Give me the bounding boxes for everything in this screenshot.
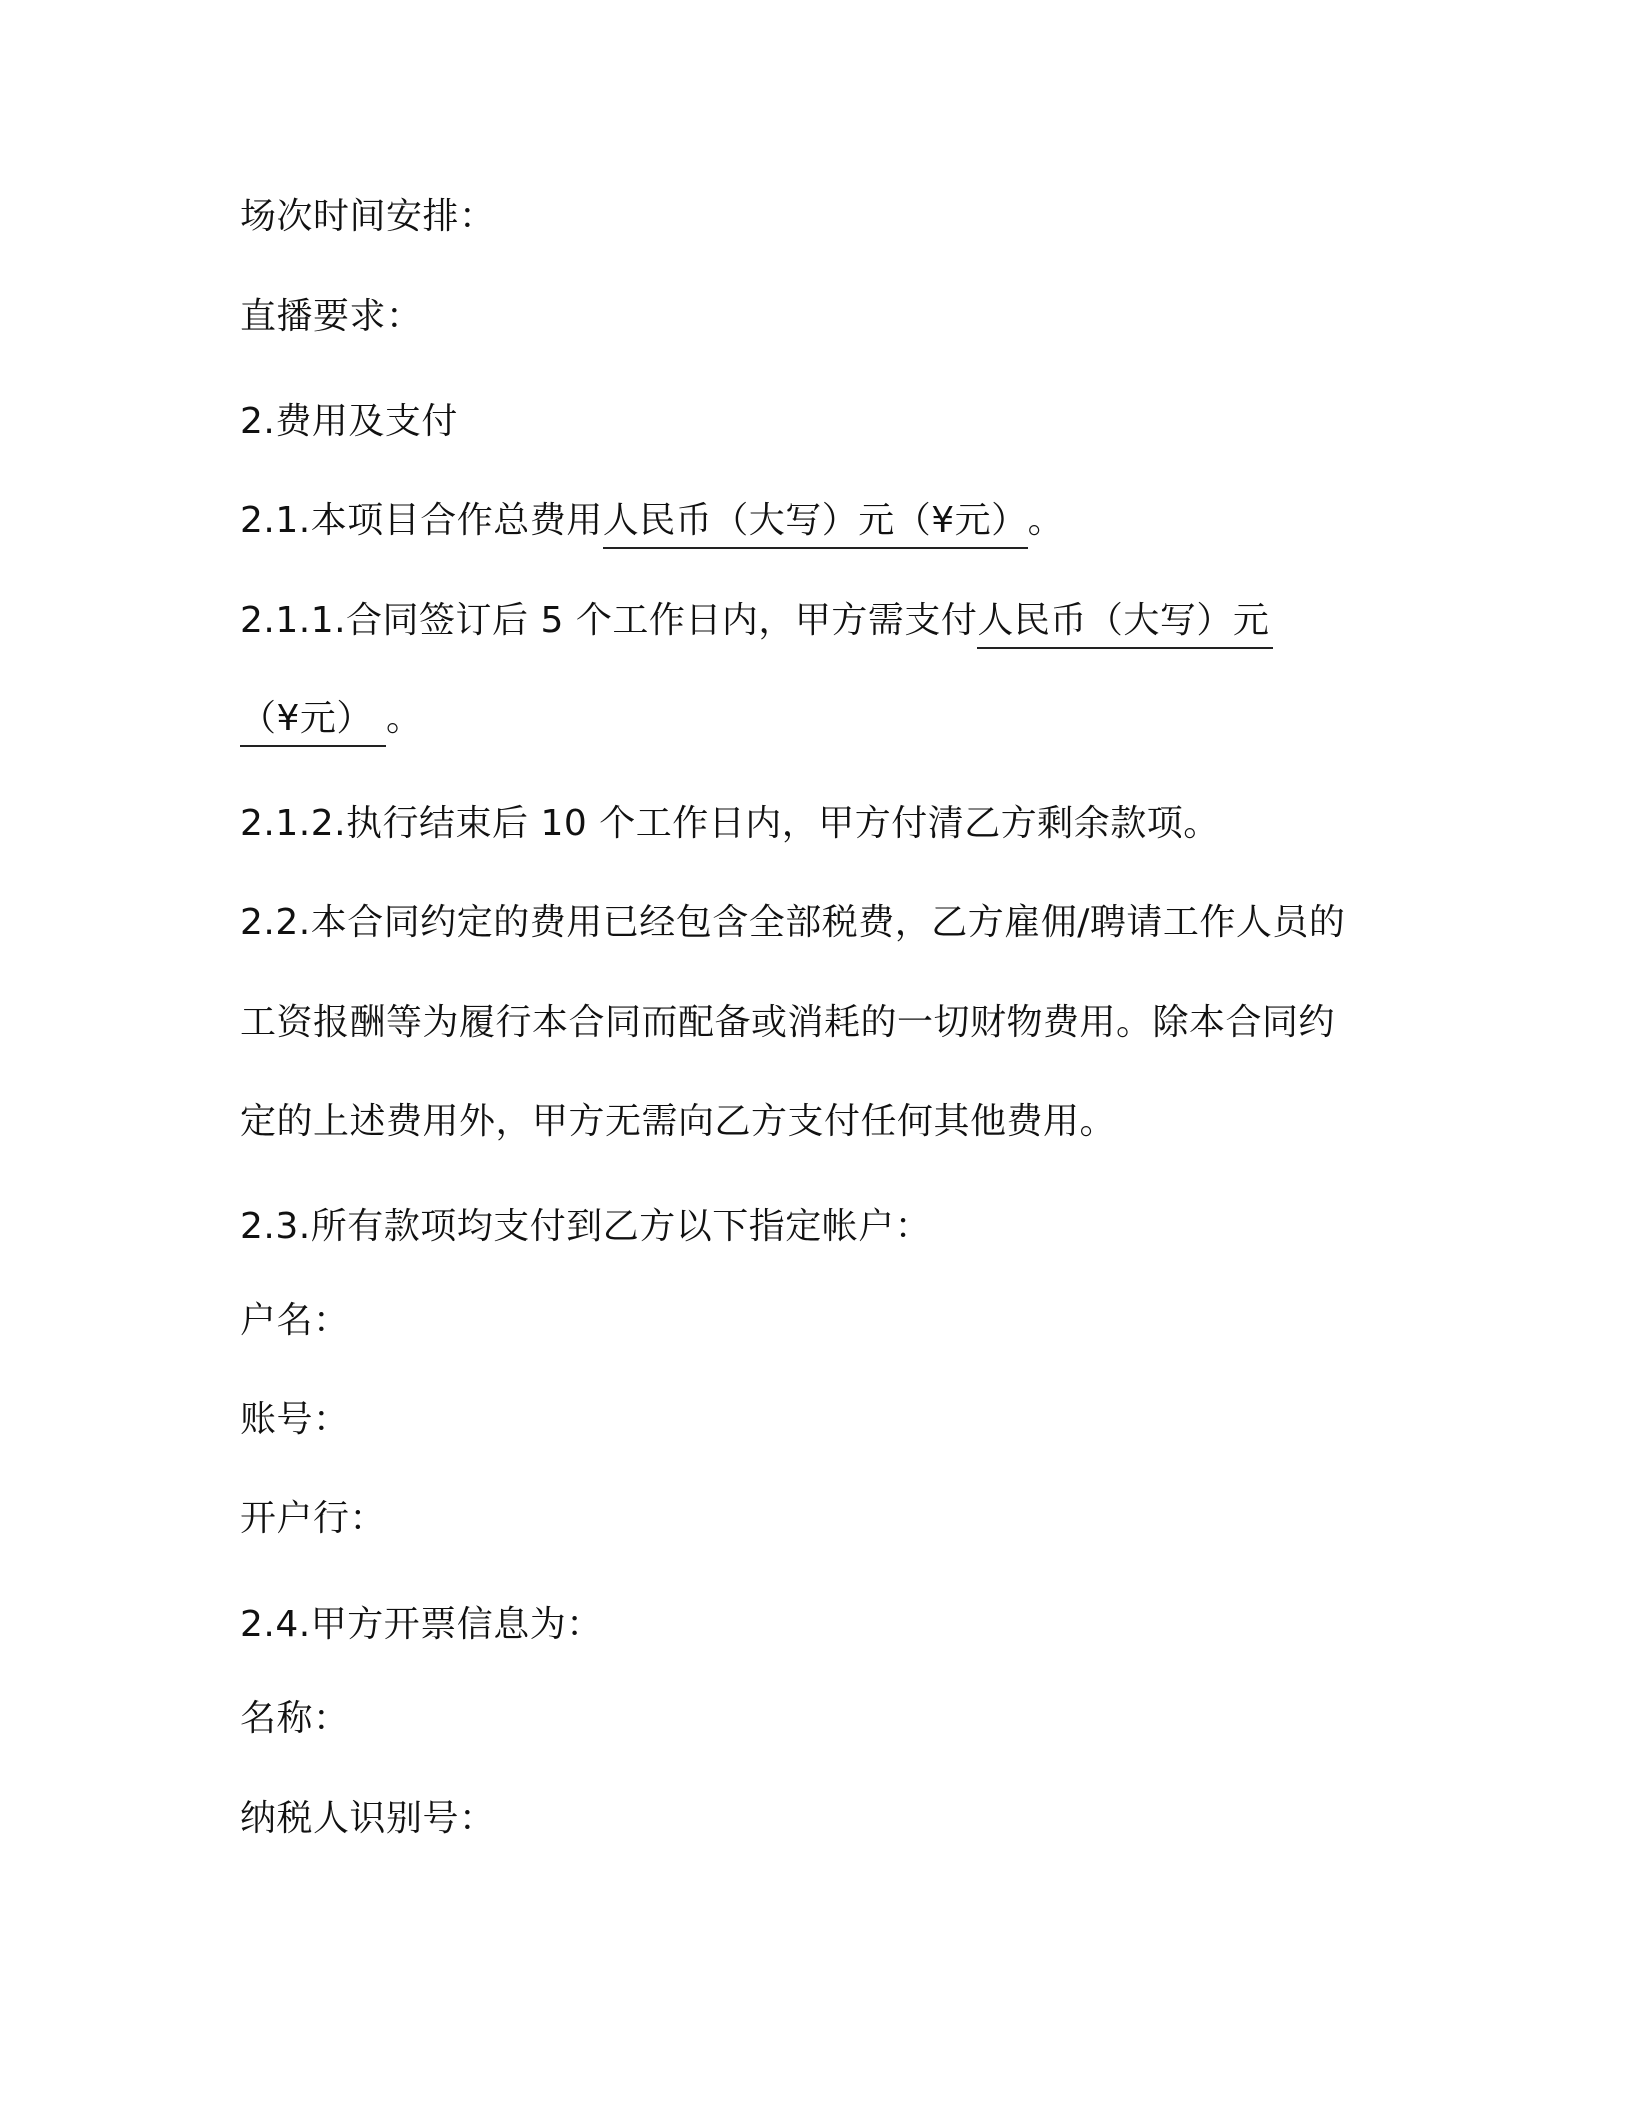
clause-2-1-period: 。 bbox=[1027, 500, 1065, 541]
clause-2-1-2: 2.1.2.执行结束后 10 个工作日内，甲方付清乙方剩余款项。 bbox=[240, 803, 1220, 844]
clause-2-1-1-amount-blank-cont: （¥元） bbox=[240, 697, 386, 747]
clause-2-3: 2.3.所有款项均支付到乙方以下指定帐户： bbox=[240, 1206, 932, 1247]
clause-2-4: 2.4.甲方开票信息为： bbox=[240, 1604, 603, 1645]
clause-2-2-line-1: 2.2.本合同约定的费用已经包含全部税费，乙方雇佣/聘请工作人员的 bbox=[240, 902, 1346, 943]
clause-2-1-1-cont bbox=[240, 695, 423, 747]
clause-2-1-1-text: 2.1.1.合同签订后 5 个工作日内，甲方需支付 bbox=[240, 600, 978, 641]
taxpayer-id-label: 纳税人识别号： bbox=[240, 1798, 496, 1839]
clause-2-1-amount-blank: 人民币（大写）元（¥元） bbox=[603, 499, 1028, 549]
section-2-heading: 2.费用及支付 bbox=[240, 401, 458, 442]
clause-2-2-line-2: 工资报酬等为履行本合同而配备或消耗的一切财物费用。除本合同约 bbox=[240, 1002, 1336, 1043]
clause-2-1-1-period: 。 bbox=[386, 698, 423, 739]
bank-label: 开户行： bbox=[240, 1498, 387, 1539]
schedule-label: 场次时间安排： bbox=[240, 196, 496, 237]
invoice-name-label: 名称： bbox=[240, 1698, 350, 1739]
live-requirements-label: 直播要求： bbox=[240, 296, 423, 337]
clause-2-1-1-amount-blank: 人民币（大写）元 bbox=[977, 599, 1273, 649]
clause-2-1-text: 2.1.本项目合作总费用 bbox=[240, 500, 603, 541]
account-name-label: 户名： bbox=[240, 1300, 350, 1341]
clause-2-2-line-3: 定的上述费用外，甲方无需向乙方支付任何其他费用。 bbox=[240, 1101, 1117, 1142]
clause-2-1 bbox=[240, 497, 1064, 549]
clause-2-1-1 bbox=[240, 597, 1273, 649]
account-number-label: 账号： bbox=[240, 1399, 350, 1440]
